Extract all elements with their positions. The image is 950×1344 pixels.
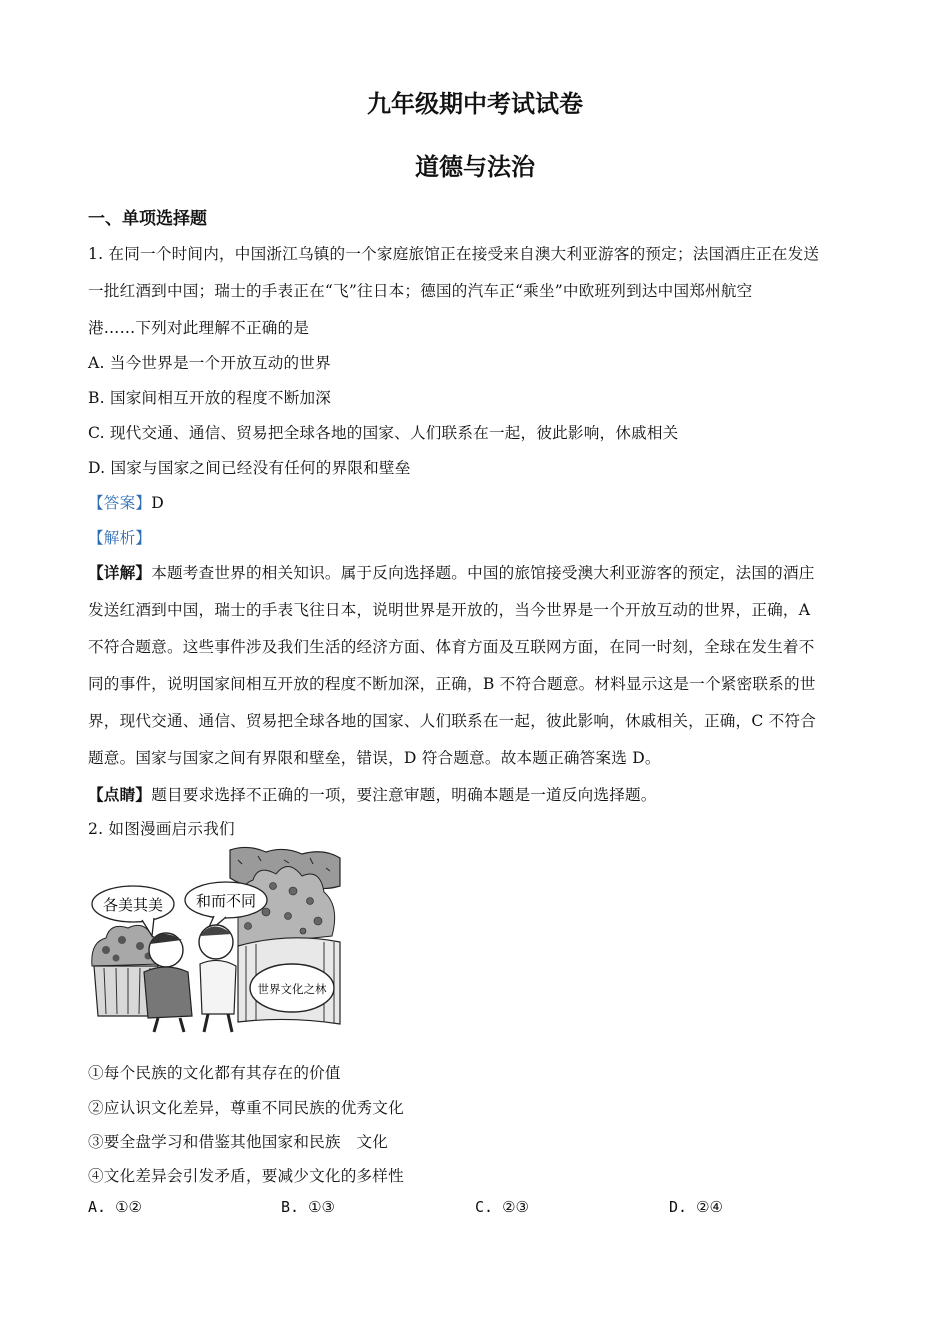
q2-stem: 2. 如图漫画启示我们 [88, 820, 235, 838]
q1-option-b: B. 国家间相互开放的程度不断加深 [88, 389, 332, 407]
q2-option-b: B. ①③ [281, 1198, 335, 1216]
q1-stem-line-2: 一批红酒到中国；瑞士的手表正在“飞”往日本；德国的汽车正“乘坐”中欧班列到达中国郑州航空 [88, 282, 753, 300]
cartoon-sign: 世界文化之林 [257, 982, 327, 996]
subject-title: 道德与法治 [415, 152, 535, 181]
section-heading: 一、单项选择题 [88, 209, 207, 229]
q2-option-d: D. ②④ [669, 1198, 723, 1216]
cartoon-bubble-right: 和而不同 [195, 892, 257, 910]
tip-tag: 【点睛】 [88, 785, 152, 804]
detail-line-2: 发送红酒到中国，瑞士的手表飞往日本，说明世界是开放的，当今世界是一个开放互动的世界，正确，A [88, 601, 811, 619]
q1-option-d: D. 国家与国家之间已经没有任何的界限和壁垒 [88, 459, 411, 477]
q2-statement-1: ①每个民族的文化都有其存在的价值 [88, 1064, 341, 1082]
cartoon-bubble-left: 各美其美 [102, 896, 164, 914]
detail-line-6: 题意。国家与国家之间有界限和壁垒，错误，D 符合题意。故本题正确答案选 D。 [88, 749, 661, 767]
cartoon-image [88, 846, 343, 1036]
q2-statement-3: ③要全盘学习和借鉴其他国家和民族 文化 [88, 1133, 389, 1151]
detail-line-4: 同的事件，说明国家间相互开放的程度不断加深，正确，B 不符合题意。材料显示这是一个紧密联系的世 [88, 675, 816, 693]
exam-title: 九年级期中考试试卷 [367, 89, 583, 118]
q1-option-c: C. 现代交通、通信、贸易把全球各地的国家、人们联系在一起，彼此影响，休戚相关 [88, 424, 679, 442]
detail-line-3: 不符合题意。这些事件涉及我们生活的经济方面、体育方面及互联网方面，在同一时刻，全球在发生着不 [88, 638, 815, 656]
answer-tag: 【答案】 [88, 494, 152, 512]
detail-line-5: 界，现代交通、通信、贸易把全球各地的国家、人们联系在一起，彼此影响，休戚相关，正确，C 不符合 [88, 712, 817, 730]
q1-answer-row [88, 491, 164, 513]
answer-value: D [151, 494, 164, 512]
tip-text: 题目要求选择不正确的一项，要注意审题，明确本题是一道反向选择题。 [151, 786, 657, 804]
q2-option-a: A. ①② [88, 1198, 142, 1216]
q2-option-c: C. ②③ [475, 1198, 529, 1216]
q1-stem-line-1: 1. 在同一个时间内，中国浙江乌镇的一个家庭旅馆正在接受来自澳大利亚游客的预定；法国酒庄正在发送 [88, 245, 820, 263]
detail-text-1: 本题考查世界的相关知识。属于反向选择题。中国的旅馆接受澳大利亚游客的预定，法国的酒庄 [151, 564, 815, 582]
detail-tag: 【详解】 [88, 563, 152, 582]
q2-statement-4: ④文化差异会引发矛盾，要减少文化的多样性 [88, 1167, 404, 1185]
q1-stem-line-3: 港……下列对此理解不正确的是 [88, 319, 310, 337]
detail-line-1 [88, 561, 815, 583]
q2-statement-2: ②应认识文化差异，尊重不同民族的优秀文化 [88, 1099, 404, 1117]
tip-row [88, 783, 657, 805]
q1-option-a: A. 当今世界是一个开放互动的世界 [88, 354, 331, 372]
analysis-tag: 【解析】 [88, 529, 152, 547]
